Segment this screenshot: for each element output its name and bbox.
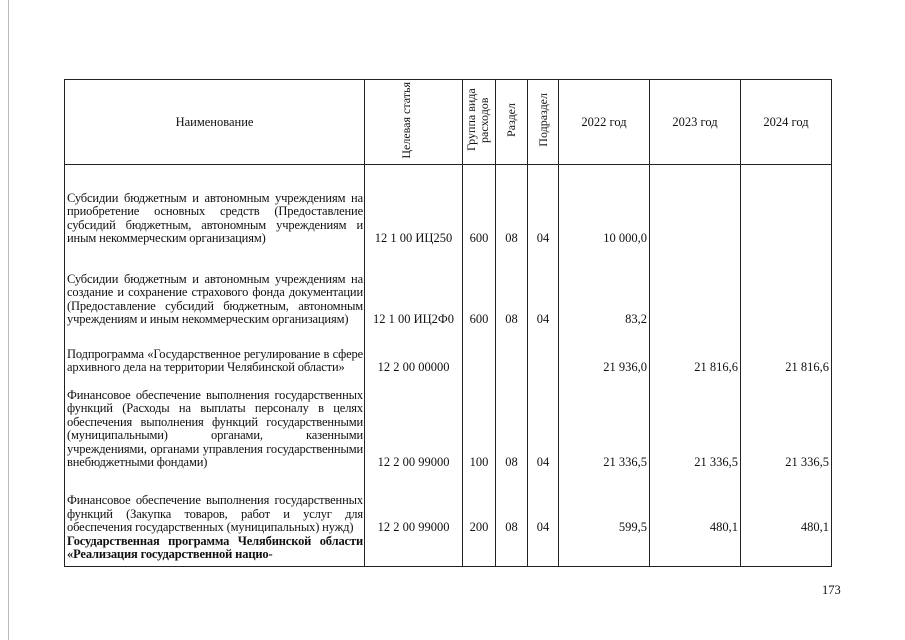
row-name: Субсидии бюджетным и автономным учреждениям на создание и сохранение страхового фонда документации (Предоставление субсидий бюджетным, автономным учреждениям и иным некоммерческим организациям) [65,246,365,327]
header-target-article: Целевая статья [365,80,463,165]
table-row [65,165,832,246]
row-2024: 21 336,5 [741,375,832,470]
row-2022: 83,2 [559,246,650,327]
row-name: Государственная программа Челябинской области «Реализация государственной нацио- [65,535,365,567]
row-2024 [741,535,832,567]
row-code: 12 2 00 99000 [365,470,463,535]
row-code: 12 2 00 00000 [365,327,463,375]
row-section: 08 [496,165,528,246]
row-2024: 21 816,6 [741,327,832,375]
row-subsection [528,327,559,375]
page-number: 173 [822,583,841,597]
row-subsection: 04 [528,375,559,470]
table-row [65,375,832,470]
row-section: 08 [496,470,528,535]
row-2022: 21 336,5 [559,375,650,470]
row-name: Субсидии бюджетным и автономным учреждениям на приобретение основных средств (Предоставление субсидий бюджетным, автономным учреждениям и иным некоммерческим организациям) [65,165,365,246]
row-name: Подпрограмма «Государственное регулирование в сфере архивного дела на территории Челябинской области» [65,327,365,375]
header-2022: 2022 год [559,80,650,165]
row-2024: 480,1 [741,470,832,535]
row-2023: 480,1 [650,470,741,535]
table-row [65,535,832,567]
row-section: 08 [496,375,528,470]
row-2023 [650,535,741,567]
row-2022 [559,535,650,567]
row-code: 12 1 00 ИЦ2Ф0 [365,246,463,327]
header-2023: 2023 год [650,80,741,165]
header-row [65,80,832,165]
table-row [65,246,832,327]
row-subsection: 04 [528,470,559,535]
row-group: 100 [463,375,496,470]
header-section: Раздел [496,80,528,165]
row-code: 12 2 00 99000 [365,375,463,470]
row-group: 600 [463,165,496,246]
header-expense-group: Группа вида расходов [463,80,496,165]
row-2022: 10 000,0 [559,165,650,246]
row-subsection [528,535,559,567]
row-2022: 599,5 [559,470,650,535]
row-group: 600 [463,246,496,327]
table-row [65,327,832,375]
row-group [463,535,496,567]
row-group: 200 [463,470,496,535]
row-2023: 21 816,6 [650,327,741,375]
row-2023: 21 336,5 [650,375,741,470]
row-2023 [650,246,741,327]
row-2024 [741,246,832,327]
row-code [365,535,463,567]
row-group [463,327,496,375]
header-subsection: Подраздел [528,80,559,165]
row-subsection: 04 [528,165,559,246]
page-edge-line [8,0,9,640]
row-section [496,327,528,375]
budget-table [64,79,832,567]
header-2024: 2024 год [741,80,832,165]
row-2023 [650,165,741,246]
row-section [496,535,528,567]
row-subsection: 04 [528,246,559,327]
table-row [65,470,832,535]
row-2024 [741,165,832,246]
row-code: 12 1 00 ИЦ250 [365,165,463,246]
row-2022: 21 936,0 [559,327,650,375]
header-name: Наименование [65,80,365,165]
row-name: Финансовое обеспечение выполнения государственных функций (Расходы на выплаты персоналу в целях обеспечения выполнения функций государственными (муниципальными) органами, казенными учреждениями, органами управления государственными внебюджетными фондами) [65,375,365,470]
row-section: 08 [496,246,528,327]
row-name: Финансовое обеспечение выполнения государственных функций (Закупка товаров, работ и услуг для обеспечения государственных (муниципальных) нужд) [65,470,365,535]
